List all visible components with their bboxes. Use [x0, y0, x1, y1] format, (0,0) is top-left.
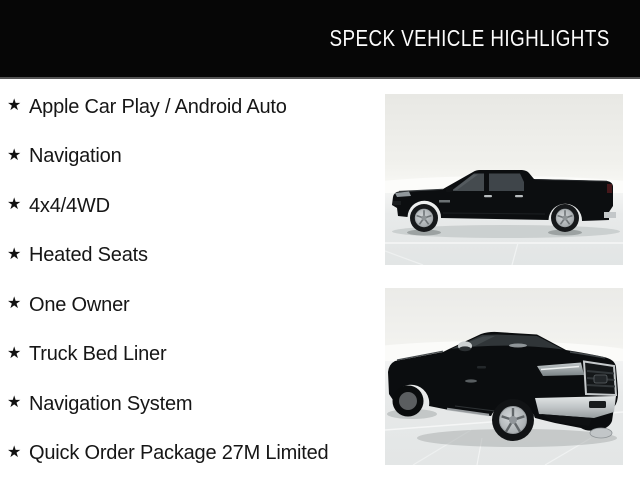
feature-item: [0, 429, 385, 479]
feature-item: [0, 83, 385, 133]
star-icon: ★: [7, 245, 22, 263]
feature-label: 4x4/4WD: [29, 194, 110, 217]
star-icon: ★: [7, 196, 22, 214]
header-bar: [0, 0, 640, 79]
feature-item: [0, 231, 385, 281]
feature-label: Apple Car Play / Android Auto: [29, 95, 287, 118]
star-icon: ★: [7, 394, 22, 412]
feature-label: Quick Order Package 27M Limited: [29, 442, 329, 465]
vehicle-photo-front: [385, 288, 623, 465]
feature-label: Truck Bed Liner: [29, 343, 167, 366]
star-icon: ★: [7, 295, 22, 313]
header-title: SPECK VEHICLE HIGHLIGHTS: [329, 25, 610, 51]
feature-label: Navigation: [29, 145, 122, 168]
feature-label: Navigation System: [29, 392, 193, 415]
truck-front-illustration: [385, 288, 623, 465]
feature-item: [0, 182, 385, 232]
star-icon: ★: [7, 344, 22, 362]
star-icon: ★: [7, 443, 22, 461]
feature-item: [0, 281, 385, 331]
feature-label: One Owner: [29, 293, 130, 316]
star-icon: ★: [7, 97, 22, 115]
features-list: [0, 79, 385, 479]
feature-item: [0, 330, 385, 380]
feature-item: [0, 132, 385, 182]
truck-side-illustration: [385, 94, 623, 265]
vehicle-photo-side: [385, 94, 623, 265]
feature-item: [0, 380, 385, 430]
feature-label: Heated Seats: [29, 244, 148, 267]
star-icon: ★: [7, 146, 22, 164]
